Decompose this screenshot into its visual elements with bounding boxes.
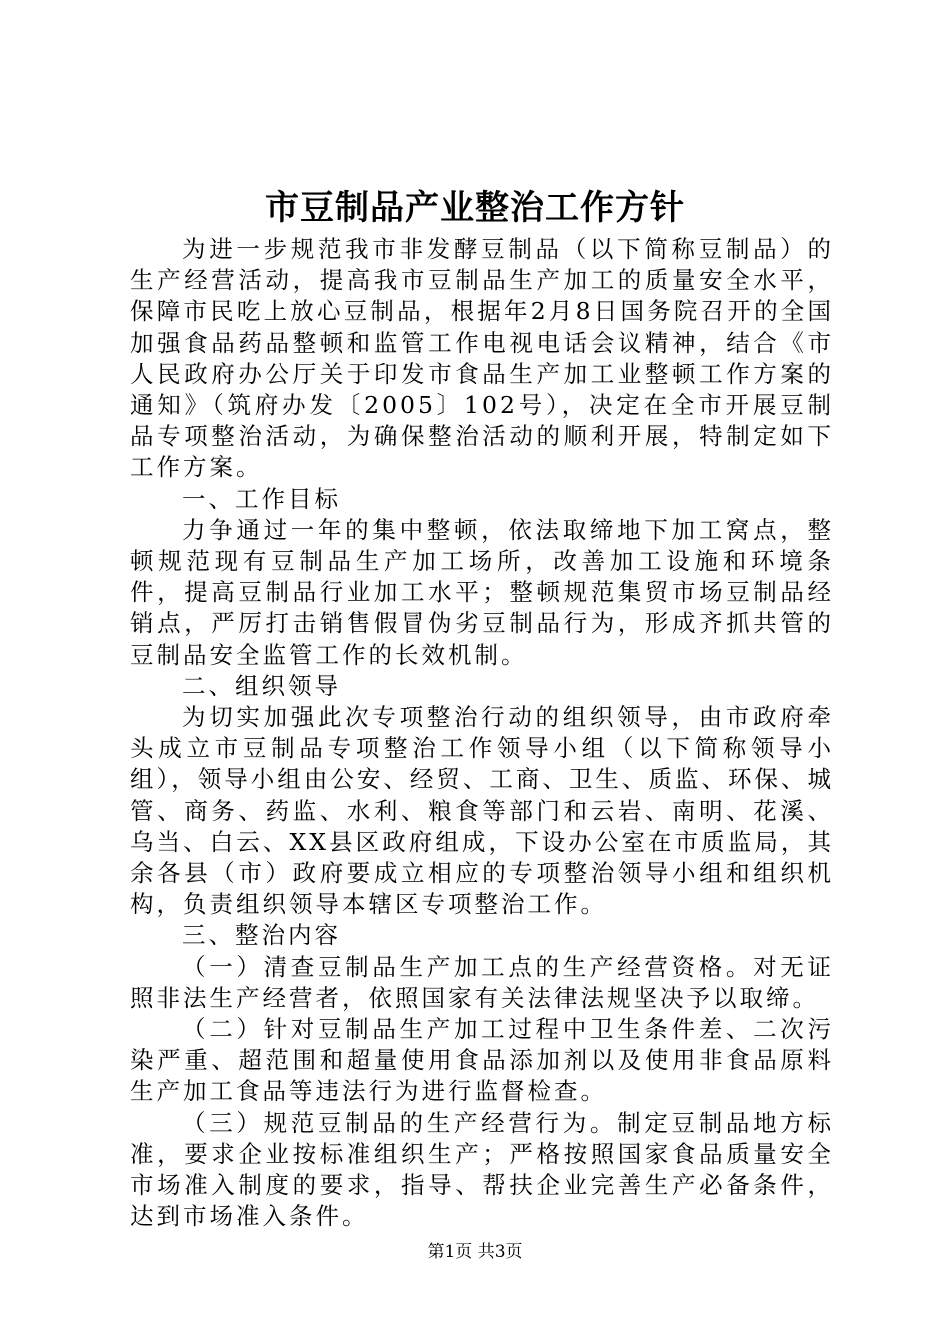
intro-paragraph: 为进一步规范我市非发酵豆制品（以下简称豆制品）的生产经营活动，提高我市豆制品生产加工的质量安全水平，保障市民吃上放心豆制品，根据年2月8日国务院召开的全国加强食品药品整顿和监管工作电视电话会议精神，结合《市人民政府办公厅关于印发市食品生产加工业整顿工作方案的通知》（筑府办发〔2005〕102号），决定在全市开展豆制品专项整治活动，为确保整治活动的顺利开展，特制定如下工作方案。 bbox=[130, 235, 834, 482]
goals-paragraph: 力争通过一年的集中整顿，依法取缔地下加工窝点，整顿规范现有豆制品生产加工场所，改善加工设施和环境条件，提高豆制品行业加工水平；整顿规范集贸市场豆制品经销点，严厉打击销售假冒伪劣豆制品行为，形成齐抓共管的豆制品安全监管工作的长效机制。 bbox=[130, 515, 834, 669]
content-item-1: （一）清查豆制品生产加工点的生产经营资格。对无证照非法生产经营者，依照国家有关法律法规坚决予以取缔。 bbox=[130, 952, 834, 1012]
document-title: 市豆制品产业整治工作方针 bbox=[265, 188, 685, 228]
content-item-2: （二）针对豆制品生产加工过程中卫生条件差、二次污染严重、超范围和超量使用食品添加剂以及使用非食品原料生产加工食品等违法行为进行监督检查。 bbox=[130, 1015, 834, 1106]
section-heading-goals: 一、工作目标 bbox=[182, 484, 341, 513]
section-heading-content: 三、整治内容 bbox=[182, 921, 341, 950]
page-footer: 第1页 共3页 bbox=[427, 1242, 523, 1262]
content-item-3: （三）规范豆制品的生产经营行为。制定豆制品地方标准，要求企业按标准组织生产；严格按照国家食品质量安全市场准入制度的要求，指导、帮扶企业完善生产必备条件，达到市场准入条件。 bbox=[130, 1108, 834, 1231]
leadership-paragraph: 为切实加强此次专项整治行动的组织领导，由市政府牵头成立市豆制品专项整治工作领导小组（以下简称领导小组），领导小组由公安、经贸、工商、卫生、质监、环保、城管、商务、药监、水利、粮食等部门和云岩、南明、花溪、乌当、白云、XX县区政府组成，下设办公室在市质监局，其余各县（市）政府要成立相应的专项整治领导小组和组织机构，负责组织领导本辖区专项整治工作。 bbox=[130, 703, 834, 919]
section-heading-leadership: 二、组织领导 bbox=[182, 671, 341, 700]
document-body bbox=[130, 234, 834, 1233]
